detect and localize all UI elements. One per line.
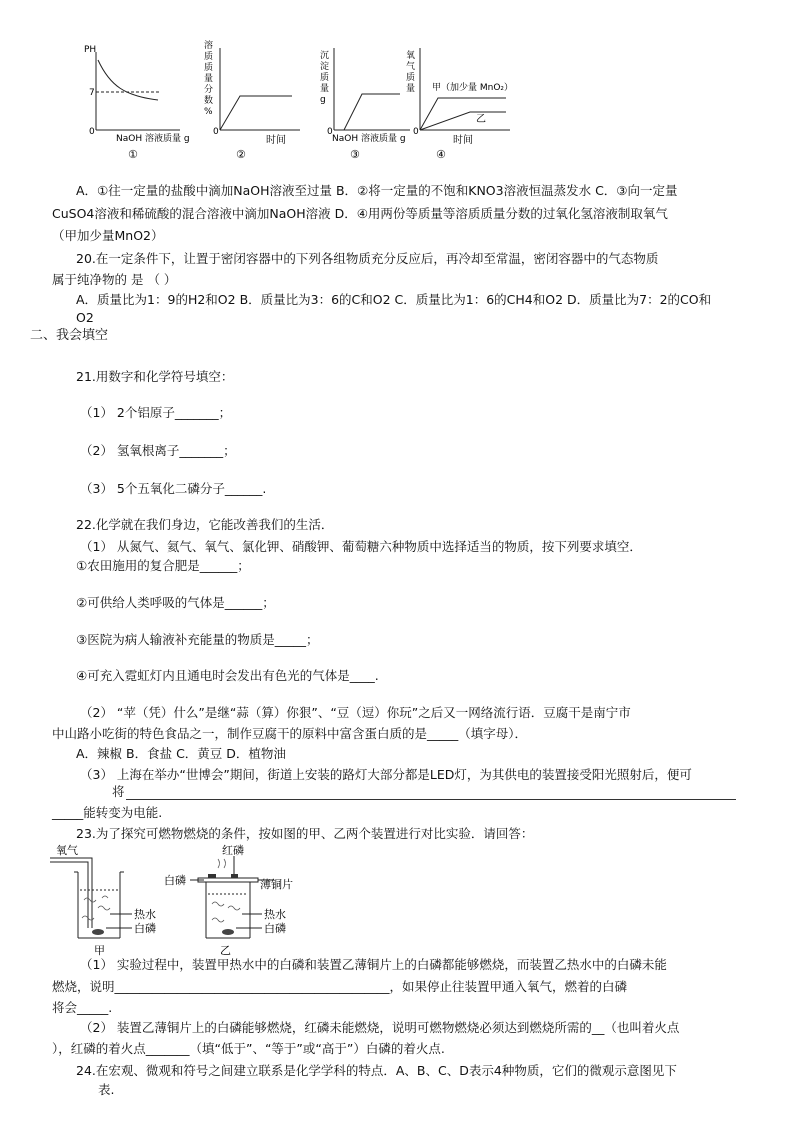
- g2-y-label-char: 溶: [204, 41, 214, 51]
- diagram-label-b: 乙: [220, 944, 231, 957]
- graphs-figure: [70, 38, 530, 168]
- diagram-white-p-a-label: 白磷: [134, 922, 156, 935]
- g2-y-label-char: 质: [204, 52, 214, 62]
- q22-sub2-options: A．辣椒 B．食盐 C．黄豆 D．植物油: [76, 746, 286, 761]
- q22-item-3: ③医院为病人输液补充能量的物质是_____；: [76, 632, 319, 647]
- q23-sub2-line-1: （2） 装置乙薄铜片上的白磷能够燃烧，红磷未能燃烧，说明可燃物燃烧必须达到燃烧所需的__（也叫着火点: [80, 1020, 680, 1035]
- q21-stem: 21.用数字和化学符号填空：: [76, 369, 234, 384]
- q21-item-1: （1） 2个铝原子_______；: [80, 405, 232, 420]
- q22-item-4: ④可充入霓虹灯内且通电时会发出有色光的气体是____.: [76, 668, 379, 683]
- q20-line-1: 20.在一定条件下，让置于密闭容器中的下列各组物质充分反应后，再冷却至常温，密闭容器中的气态物质: [76, 251, 659, 266]
- q22-sub3-blank-line: [126, 799, 736, 800]
- diagram-white-p-b-label: 白磷: [264, 922, 286, 935]
- g1-x-label: NaOH 溶液质量 g: [116, 134, 190, 144]
- g4-y-label-char: 气: [406, 62, 416, 72]
- g2-y-label-char: 数: [204, 96, 214, 106]
- q19-line-1: A．①往一定量的盐酸中滴加NaOH溶液至过量 B．②将一定量的不饱和KNO3溶液恒温蒸发水 C．③向一定量: [76, 183, 678, 198]
- section-title: 二、我会填空: [30, 328, 109, 343]
- g3-origin: 0: [327, 127, 333, 137]
- g1-y-label: PH: [84, 45, 97, 55]
- q22-item-2: ②可供给人类呼吸的气体是______；: [76, 595, 275, 610]
- g4-y-label-char: 质: [406, 73, 416, 83]
- diagram-hot-water-b-label: 热水: [264, 908, 286, 921]
- g2-x-label: 时间: [266, 135, 286, 146]
- q24-line-2: 表.: [98, 1082, 115, 1097]
- solute-fraction-line: [220, 96, 292, 130]
- q23-sub1-line-2: 燃烧，说明____________________________________________，如果停止往装置甲通入氧气，燃着的白磷: [52, 979, 628, 994]
- q20-line-3: A．质量比为1：9的H2和O2 B．质量比为3：6的C和O2 C．质量比为1：6的CH4和O2 D．质量比为7：2的CO和: [76, 292, 712, 307]
- g3-number: ③: [350, 148, 360, 161]
- g3-y-label-char: 量: [320, 84, 330, 94]
- q23-sub2-line-2: ），红磷的着火点_______（填“低于”、“等于”或“高于”）白磷的着火点.: [52, 1041, 445, 1056]
- q22-sub3-line-3: _____能转变为电能.: [52, 805, 163, 820]
- g2-number: ②: [236, 148, 246, 161]
- ph-curve: [98, 60, 158, 100]
- combustion-apparatus-diagram: [48, 842, 318, 958]
- q19-line-3: （甲加少量MnO2）: [52, 228, 164, 243]
- diagram-copper-label: 薄铜片: [260, 878, 293, 891]
- g2-y-label-char: 分: [204, 85, 214, 95]
- q21-item-2: （2） 氢氧根离子_______；: [80, 443, 236, 458]
- g4-y-label-char: 量: [406, 84, 416, 94]
- oxygen-line-b: [420, 112, 506, 130]
- diagram-hot-water-a-label: 热水: [134, 908, 156, 921]
- q22-sub1: （1） 从氮气、氦气、氧气、氯化钾、硝酸钾、葡萄糖六种物质中选择适当的物质，按下列要求填空．: [80, 539, 642, 554]
- g3-y-label-char: g: [320, 95, 326, 105]
- q24-line-1: 24.在宏观、微观和符号之间建立联系是化学学科的特点．A、B、C、D表示4种物质，它们的微观示意图见下: [76, 1063, 677, 1078]
- g2-origin: 0: [213, 127, 219, 137]
- q22-sub3-line-2: 将: [112, 784, 125, 799]
- q22-sub2-line-1: （2） “苹（凭）什么”是继“蒜（算）你狠”、“豆（逗）你玩”之后又一网络流行语．豆腐干是南宁市: [80, 705, 631, 720]
- q23-sub1-line-1: （1） 实验过程中，装置甲热水中的白磷和装置乙薄铜片上的白磷都能够燃烧，而装置乙热水中的白磷未能: [80, 957, 667, 972]
- q23-sub1-line-3: 将会_____.: [52, 1000, 113, 1015]
- q20-line-2: 属于纯净物的 是 （ ）: [52, 272, 177, 287]
- g2-y-label-char: 质: [204, 63, 214, 73]
- g4-number: ④: [436, 148, 446, 161]
- g1-number: ①: [128, 148, 138, 161]
- diagram-red-p-label: 红磷: [222, 844, 244, 857]
- g4-origin: 0: [413, 127, 419, 137]
- g2-y-label-char: 量: [204, 74, 214, 84]
- g1-y-tick: 7: [89, 88, 95, 98]
- g3-y-label-char: 质: [320, 73, 330, 83]
- g1-origin: 0: [89, 127, 95, 137]
- diagram-oxygen-label: 氧气: [56, 844, 78, 857]
- g3-y-label-char: 沉: [320, 51, 330, 61]
- g4-x-label: 时间: [453, 135, 473, 146]
- g3-x-label: NaOH 溶液质量 g: [332, 134, 406, 144]
- diagram-white-p-top-label: 白磷: [164, 874, 186, 887]
- q22-sub3-line-1: （3） 上海在举办“世博会”期间，街道上安装的路灯大部分都是LED灯，为其供电的装置接受阳光照射后，便可: [80, 767, 692, 782]
- vertical-axis-labels: [204, 39, 415, 117]
- q23-stem: 23.为了探究可燃物燃烧的条件，按如图的甲、乙两个装置进行对比实验．请回答：: [76, 826, 534, 841]
- g4-series-b-label: 乙: [476, 114, 486, 125]
- g3-y-label-char: 淀: [320, 62, 330, 72]
- g4-series-a-label: 甲（加少量 MnO₂）: [432, 83, 514, 93]
- q22-sub2-line-2: 中山路小吃街的特色食品之一，制作豆腐干的原料中富含蛋白质的是_____（填字母）．: [52, 726, 528, 741]
- g4-y-label-char: 氧: [406, 51, 416, 61]
- g2-y-label-char: %: [204, 107, 213, 117]
- q21-item-3: （3） 5个五氧化二磷分子______.: [80, 481, 267, 496]
- q19-line-2: CuSO4溶液和稀硫酸的混合溶液中滴加NaOH溶液 D．④用两份等质量等溶质质量分数的过氧化氢溶液制取氧气: [52, 206, 668, 221]
- q22-stem: 22.化学就在我们身边，它能改善我们的生活．: [76, 517, 334, 532]
- precipitate-line: [344, 94, 400, 130]
- q22-item-1: ①农田施用的复合肥是______；: [76, 558, 250, 573]
- q20-line-4: O2: [76, 310, 94, 325]
- diagram-label-a: 甲: [94, 944, 105, 957]
